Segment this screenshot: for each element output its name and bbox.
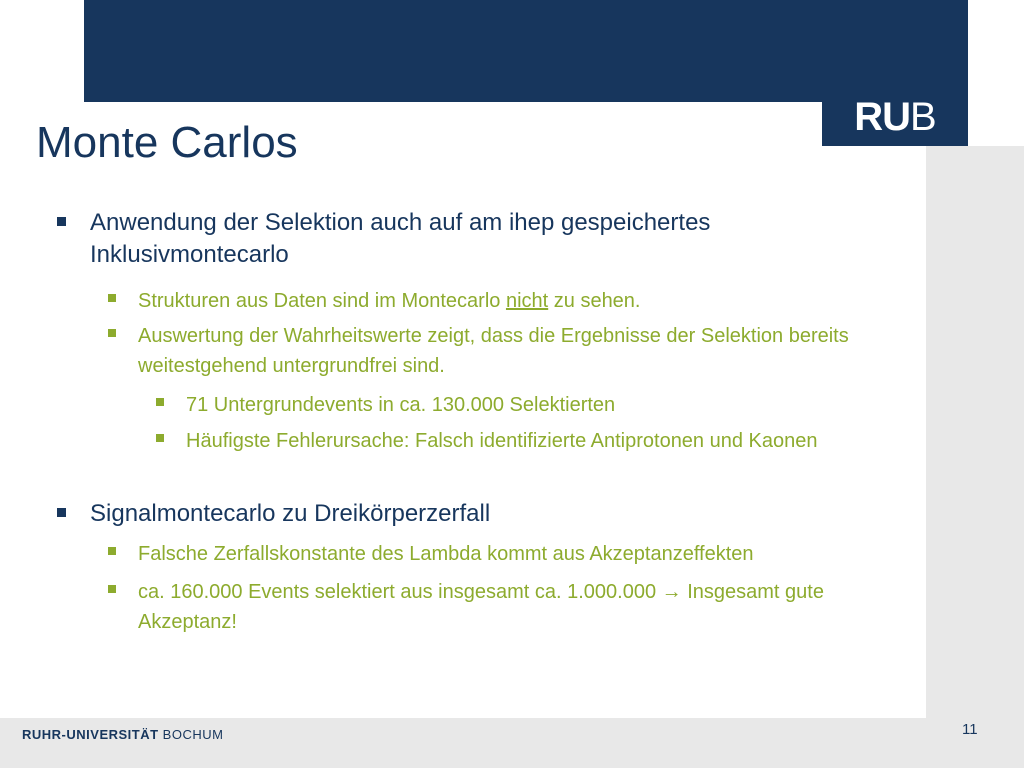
underlined-word: nicht [505,290,549,312]
list-item-level3 [156,390,916,420]
footer-regular-text: BOCHUM [158,727,224,742]
list-item-text: Falsche Zerfallskonstante des Lambda kommt aus Akzeptanzeffekten [138,543,754,565]
list-item-level1 [57,207,857,271]
list-item-text: ca. 160.000 Events selektiert aus insgesamt ca. 1.000.000 → Insgesamt gute Akzeptanz! [138,581,824,633]
square-bullet-icon [108,547,116,555]
square-bullet-icon [156,434,164,442]
list-item-level2 [108,286,908,316]
footer-bar [0,718,1024,768]
logo-bold-text: RU [854,94,911,139]
footer-bold-text: RUHR-UNIVERSITÄT [22,727,159,742]
square-bullet-icon [108,585,116,593]
page-number: 11 [962,721,978,738]
list-item-text: 71 Untergrundevents in ca. 130.000 Selektierten [186,394,616,416]
list-item-level1 [57,498,857,530]
text-part: zu sehen. [548,290,641,312]
list-item-level2 [108,577,898,637]
list-item-text [138,286,641,316]
slide-title: Monte Carlos [36,118,298,167]
list-item-level2 [108,539,918,569]
logo-regular-text: B [910,94,936,139]
footer-university-name [22,727,223,742]
square-bullet-icon [156,398,164,406]
list-item-level2 [108,321,918,381]
text-part: Strukturen aus Daten sind im Montecarlo [138,290,506,312]
list-item-text: Auswertung der Wahrheitswerte zeigt, dass die Ergebnisse der Selektion bereits weitestgehend untergrundfrei sind. [138,325,849,377]
square-bullet-icon [57,508,66,517]
square-bullet-icon [57,217,66,226]
square-bullet-icon [108,294,116,302]
list-item-text: Häufigste Fehlerursache: Falsch identifizierte Antiprotonen und Kaonen [186,430,818,452]
list-item-text: Signalmontecarlo zu Dreikörperzerfall [90,500,491,527]
list-item-text: Anwendung der Selektion auch auf am ihep gespeichertes Inklusivmontecarlo [90,209,711,268]
square-bullet-icon [108,329,116,337]
list-item-level3 [156,426,876,456]
